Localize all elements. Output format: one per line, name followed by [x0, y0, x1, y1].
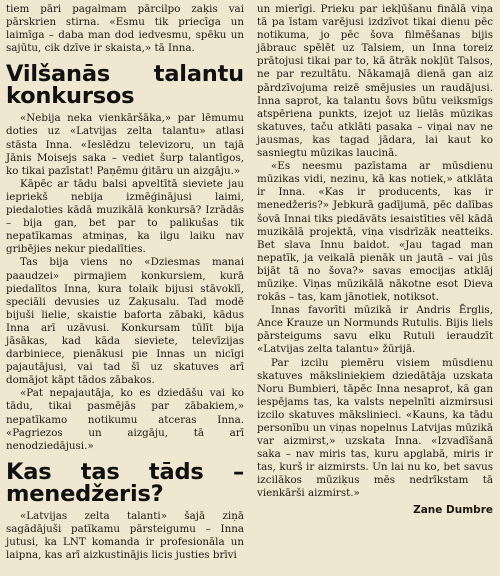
body-paragraph: Kāpēc ar tādu balsi apveltītā sieviete jau iepriekš nebija izmēģinājusi laimi, piedaloties kādā muzikālā konkursā? Izrādās – bija gan, bet par to palikušas tik nepatīkamas atmiņas, ka ilgu laiku nav gribējies nekur piedalīties.	[6, 177, 244, 256]
left-column	[6, 3, 244, 562]
body-paragraph-continued: un mierīgi. Prieku par iekļūšanu finālā viņa tā pa īstam varējusi izdzīvot tikai dienu pēc notikuma, jo pēc šova filmēšanas bijis jābrauc spēlēt uz Talsiem, un Inna toreiz prātojusi tikai par to, kā ātrāk nokļūt Talsos, ne par rezultātu. Nākamajā dienā gan aiz pārdzīvojuma reizē smējusies un raudājusi. Inna saprot, ka talantu šovs būtu veiksmīgs atspēriena punkts, izejot uz lielās mūzikas skatuves, taču atklāti pasaka – viņai nav ne jausmas, kas tagad jādara, lai kaut ko sasniegtu mūzikas laucinā.	[257, 3, 493, 160]
body-paragraph: Innas favorīti mūzikā ir Andris Ērglis, Ance Krauze un Normunds Rutulis. Bijis liels pārsteigums savu elku Rutuli ieraudzīt «Latvijas zelta talantu» žūrijā.	[257, 304, 493, 356]
lead-paragraphs	[6, 3, 244, 55]
right-column	[257, 3, 493, 517]
author-signature: Zane Dumbre	[413, 503, 493, 516]
body-paragraph: «Es neesmu pazīstama ar mūsdienu mūzikas vidi, nezinu, kā kas notiek,» atklāta ir Inna. «Kas ir producents, kas ir menedžeris?» Jebkurā gadījumā, pēc dalības šovā Innai tiks piedāvāts iesaistīties vēl kādā muzikālā projektā, viņa visdrīzāk neatteiks. Bet slava Innu baidot. «Jau tagad man nepatīk, ja veikalā pienāk un jautā – vai jūs bijāt tā no šova?» savas emocijas atklāj mūziķe. Viņas mūzikālā nākotne esot Dieva rokās – tas, kam jānotiek, notiksot.	[257, 160, 493, 304]
section-heading-manager: Kas tas tāds – menedžeris?	[6, 458, 244, 507]
section-manager-continued	[257, 3, 493, 501]
body-paragraph: «Latvijas zelta talanti» šajā ziņā sagādājuši patīkamu pārsteigumu – Inna jutusi, ka LNT komanda ir profesionāla un laipna, kas arī aizkustinājis licis justies brīvi	[6, 509, 244, 562]
body-paragraph: «Pat nepajautāja, ko es dziedāšu vai ko tādu, tikai pasmējās par zābakiem,» nepatīkamo notikumu atceras Inna. «Pagriezos un aizgāju, tā arī nenodziedājusi.»	[6, 387, 244, 452]
body-paragraph: Tas bija viens no «Dziesmas manai paaudzei» pirmajiem konkursiem, kurā piedalītos Inna, kura tolaik bijusi stāvoklī, speciāli devusies uz Zaķusalu. Tad modē bijuši lielie, skaistie baforta zābaki, kādus Inna arī uzāvusi. Konkursam tūlīt bija jāsākas, kad kāda sieviete, televīzijas darbiniece, pienākusi pie Innas un nicīgi pajautājusi, vai tad šī uz skatuves arī domājot kāpt tādos zābakos.	[6, 256, 244, 387]
body-paragraph: tiem pāri pagalmam pārcilpo zaķis vai pārskrien stirna. «Esmu tik priecīga un laimīga – daba man dod iedvesmu, spēku un sajūtu, cik dzīve ir skaista,» tā Inna.	[6, 3, 244, 55]
section-heading-talent-contests: Vilšanās talantu konkursos	[6, 61, 244, 110]
section-talent-contests	[6, 112, 244, 452]
body-paragraph: Par izcilu piemēru visiem mūsdienu skatuves mākslinieķiem dziedātāja uzskata Noru Bumbieri, tāpēc Inna nesaprot, kā gan iespējams tas, ka valsts nepelnīti aizmirsusi izcilo skatuves mākslinieci. «Kauns, ka tādu personību un viņas nopelnus Latvijas mūzikā var aizmirst,» uzskata Inna. «Izvadīšanā saka – nav miris tas, kuru apglabā, miris ir tas, kurš ir aizmirsts. Un lai nu ko, bet savus izcilākos mūziķus mēs nedrīkstam tā vienkārši aizmirst.»	[257, 356, 493, 500]
body-paragraph: «Nebija neka vienkāršāka,» par lēmumu doties uz «Latvijas zelta talantu» atlasi stāsta Inna. «Ieslēdzu televizoru, un tajā Jānis Moisejs saka – vediet šurp talantīgos, ko tikai pazīstat! Paņēmu ģitāru un aizgāju.»	[6, 112, 244, 177]
section-manager-start	[6, 510, 244, 562]
